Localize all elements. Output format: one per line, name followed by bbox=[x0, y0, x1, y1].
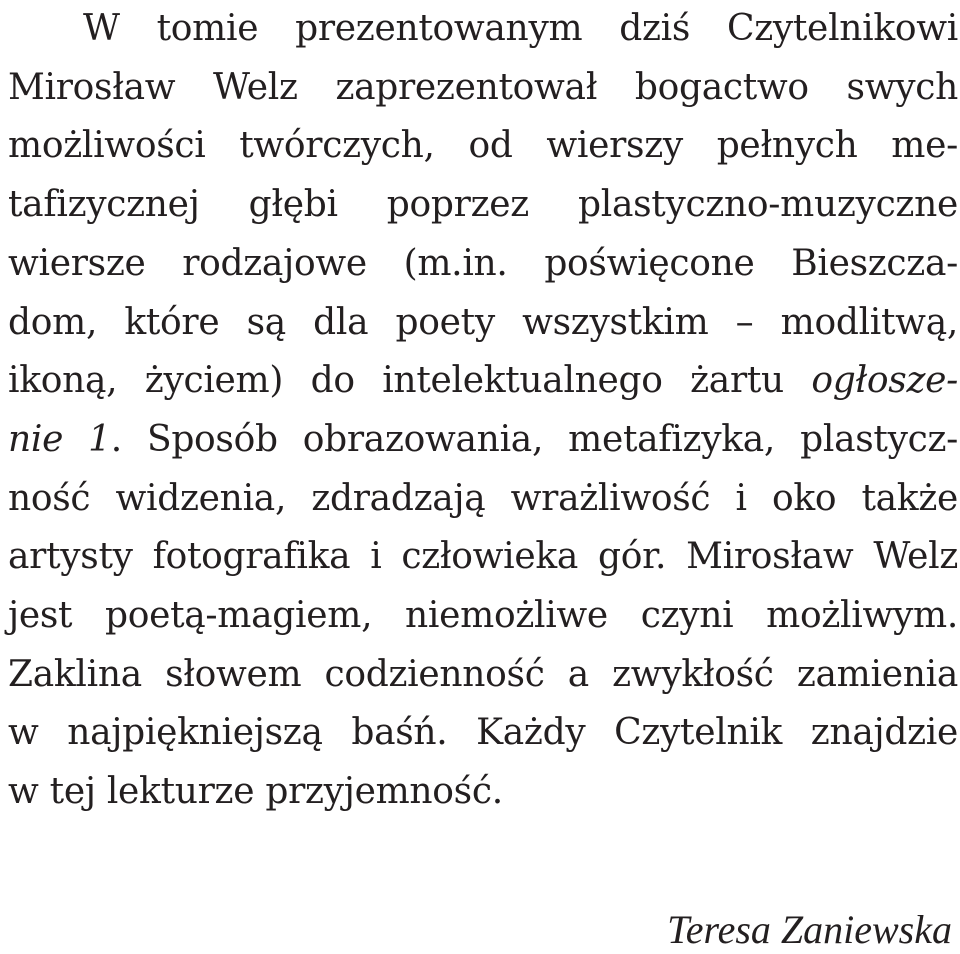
text-line-8-regular: . Sposób obrazowania, metafizyka, plastycz- bbox=[110, 418, 958, 460]
author-signature: Teresa Zaniewska bbox=[667, 907, 952, 952]
text-line-7-regular: ikoną, życiem) do intelektualnego żartu bbox=[8, 360, 812, 402]
book-title-part-1: ogłosze- bbox=[811, 360, 958, 402]
text-line-11: jest poetą-magiem, niemożliwe czyni możliwym. bbox=[8, 595, 958, 637]
text-line-3: możliwości twórczych, od wierszy pełnych me- bbox=[8, 125, 958, 167]
text-line-14: w tej lekturze przyjemność. bbox=[8, 771, 503, 813]
text-line-13: w najpiękniejszą baśń. Każdy Czytelnik znajdzie bbox=[8, 712, 958, 754]
book-title-part-2: nie 1 bbox=[8, 418, 111, 460]
text-line-10: artysty fotografika i człowieka gór. Mirosław Welz bbox=[8, 536, 958, 578]
text-line-5: wiersze rodzajowe (m.in. poświęcone Bieszcza- bbox=[8, 242, 958, 284]
text-line-12: Zaklina słowem codzienność a zwykłość zamienia bbox=[8, 653, 958, 695]
text-line-8 bbox=[8, 411, 958, 470]
text-line-9: ność widzenia, zdradzają wrażliwość i oko także bbox=[8, 477, 958, 519]
text-line-7 bbox=[8, 352, 958, 411]
text-line-6: dom, które są dla poety wszystkim – modlitwą, bbox=[8, 301, 958, 343]
text-line-2: Mirosław Welz zaprezentował bogactwo swych bbox=[8, 66, 958, 108]
body-paragraph bbox=[8, 0, 958, 822]
text-line-1: W tomie prezentowanym dziś Czytelnikowi bbox=[83, 8, 958, 49]
text-line-4: tafizycznej głębi poprzez plastyczno-muzyczne bbox=[8, 184, 958, 226]
